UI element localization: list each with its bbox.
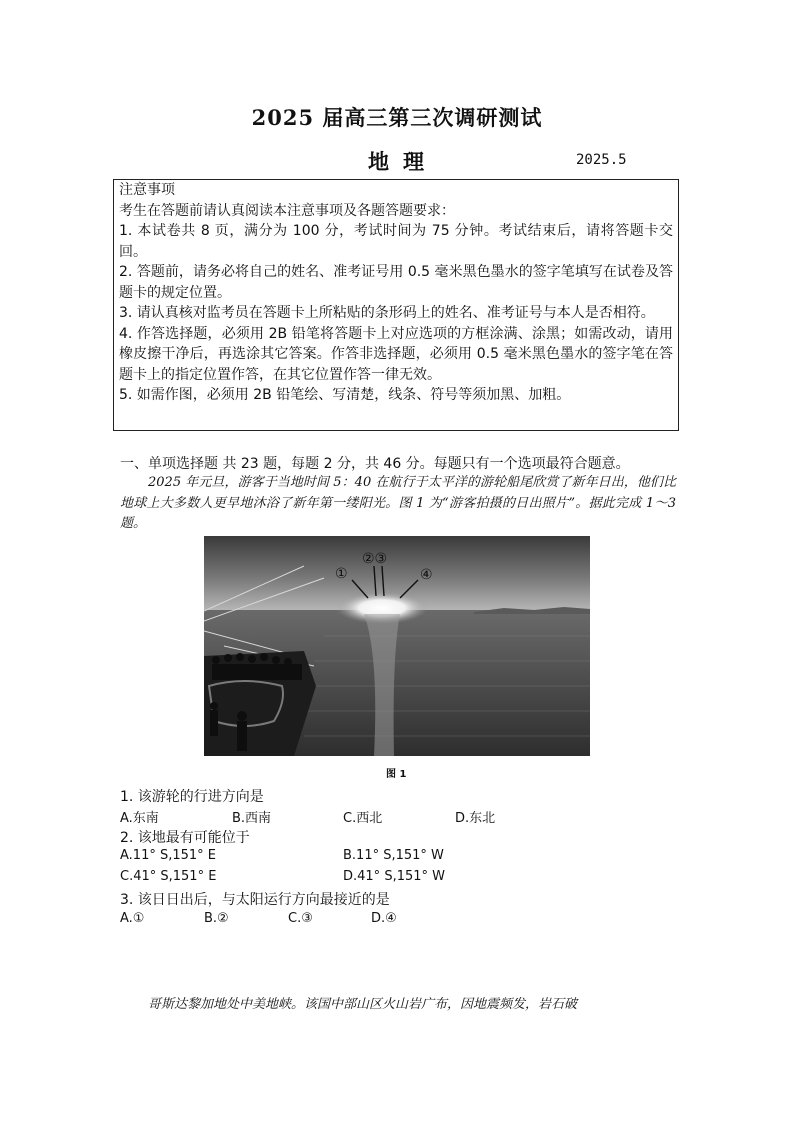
notice-item: 1. 本试卷共 8 页，满分为 100 分，考试时间为 75 分钟。考试结束后，请将答题卡交回。	[119, 223, 673, 260]
subject-title: 地理	[368, 149, 438, 174]
q1-option-c: C.西北	[343, 811, 383, 826]
notice-item: 3. 请认真核对监考员在答题卡上所粘贴的条形码上的姓名、准考证号与本人是否相符。	[119, 305, 655, 321]
notice-intro: 考生在答题前请认真阅读本注意事项及各题答题要求：	[119, 202, 455, 219]
q1-option-d: D.东北	[455, 811, 496, 826]
q2-option-b: B.11° S,151° W	[343, 848, 444, 863]
q3-option-a: A.①	[120, 911, 145, 926]
label-4: ④	[420, 567, 433, 583]
q3-option-c: C.③	[288, 911, 313, 926]
section-heading: 一、单项选择题 共 23 题，每题 2 分，共 46 分。每题只有一个选项最符合题意。	[120, 456, 630, 472]
notice-heading: 注意事项	[119, 182, 175, 198]
q2-option-c: C.41° S,151° E	[120, 869, 217, 884]
figure-caption: 图 1	[386, 769, 407, 780]
exam-date: 2025.5	[576, 152, 627, 168]
sunrise-photo	[204, 536, 590, 756]
q1-option-b: B.西南	[232, 811, 272, 826]
exam-title: 2025 届高三第三次调研测试	[251, 105, 543, 130]
label-1: ①	[335, 566, 348, 582]
next-passage-intro: 哥斯达黎加地处中美地峡。该国中部山区火山岩广布，因地震频发，岩石破	[148, 997, 578, 1012]
q1-option-a: A.东南	[120, 811, 159, 826]
q2-option-d: D.41° S,151° W	[343, 869, 446, 884]
passage-intro: 2025 年元旦，游客于当地时间 5：40 在航行于太平洋的游轮船尾欣赏了新年日出，他们比地球上大多数人更早地沐浴了新年第一缕阳光。图 1 为“游客拍摄的日出照片”。据此完成 1～3 题。	[120, 475, 676, 531]
question-2-stem: 2. 该地最有可能位于	[120, 830, 250, 846]
notice-item: 4. 作答选择题，必须用 2B 铅笔将答题卡上对应选项的方框涂满、涂黑；如需改动，请用橡皮擦干净后，再选涂其它答案。作答非选择题，必须用 0.5 毫米黑色墨水的签字笔在答题卡上的指定位置作答，在其它位置作答一律无效。	[119, 325, 673, 383]
notice-item: 2. 答题前，请务必将自己的姓名、准考证号用 0.5 毫米黑色墨水的签字笔填写在试卷及答题卡的规定位置。	[119, 264, 673, 301]
q3-option-b: B.②	[204, 911, 229, 926]
notice-item: 5. 如需作图，必须用 2B 铅笔绘、写清楚，线条、符号等须加黑、加粗。	[119, 387, 571, 403]
label-2-3: ②③	[362, 551, 388, 567]
q3-option-d: D.④	[371, 911, 397, 926]
q2-option-a: A.11° S,151° E	[120, 848, 217, 863]
question-1-stem: 1. 该游轮的行进方向是	[120, 789, 264, 805]
notice-box	[113, 179, 679, 431]
question-3-stem: 3. 该日日出后，与太阳运行方向最接近的是	[120, 892, 390, 908]
